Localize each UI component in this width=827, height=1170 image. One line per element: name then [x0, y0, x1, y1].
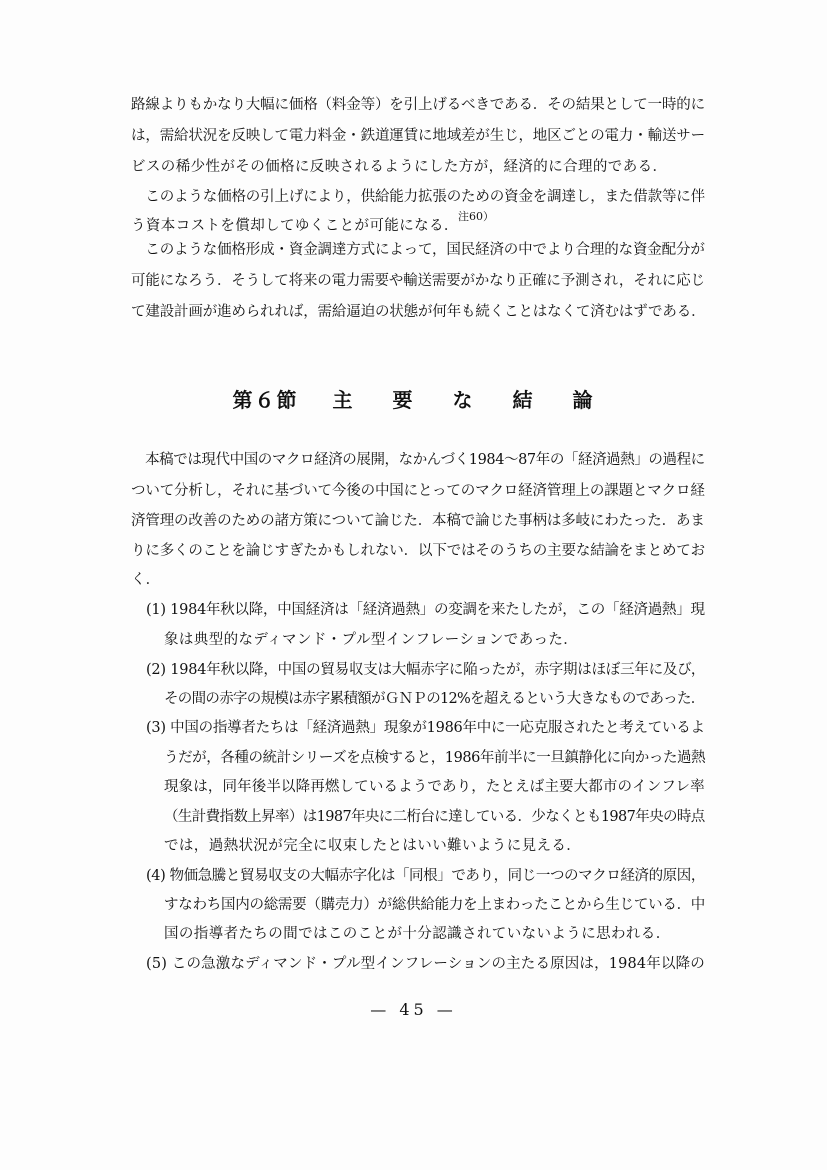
heading-char: 主 — [332, 388, 355, 412]
conclusion-item-2-cont: その間の赤字の規模は赤字累積額がＧＮＰの12%を超えるという大きなものであった． — [164, 691, 705, 707]
conclusion-item-3-cont: （生計費指数上昇率）は1987年央に二桁台に達している．少なくとも1987年央の時点 — [164, 809, 705, 825]
conclusion-item-3-cont: うだが，各種の統計シリーズを点検すると，1986年前半に一旦鎮静化に向かった過熱 — [164, 750, 706, 766]
text-line: 済管理の改善のための諸方策について論じた．本稿で論じた事柄は多岐にわたった．あま — [131, 513, 705, 529]
footnote-reference: 注60） — [458, 210, 494, 223]
conclusion-item-3-cont: 現象は，同年後半以降再燃しているようであり，たとえば主要大都市のインフレ率 — [164, 779, 705, 795]
text-line: 本稿では現代中国のマクロ経済の展開，なかんづく1984～87年の「経済過熱」の過程に — [131, 452, 705, 468]
heading-char: な — [452, 388, 475, 412]
text-line: 路線よりもかなり大幅に価格（料金等）を引上げるべきである．その結果として一時的に — [131, 97, 705, 113]
text-line: う資本コストを償却してゆくことが可能になる． — [131, 218, 459, 234]
text-line: て建設計画が進められれば，需給逼迫の状態が何年も続くことはなくて済むはずである． — [131, 304, 706, 320]
heading-char: 論 — [572, 388, 595, 412]
conclusion-item-1: (1) 1984年秋以降，中国経済は「経済過熱」の変調を来たしたが，この「経済過熱」現 — [146, 602, 705, 618]
conclusion-item-1-cont: 象は典型的なディマンド・プル型インフレーションであった． — [164, 632, 579, 648]
text-line: このような価格の引上げにより，供給能力拡張のための資金を調達し，また借款等に伴 — [131, 189, 705, 205]
heading-char: 要 — [392, 388, 415, 412]
conclusion-item-3: (3) 中国の指導者たちは「経済過熱」現象が1986年中に一応克服されたと考えているよ — [146, 720, 705, 736]
conclusion-item-4-cont: 国の指導者たちの間ではこのことが十分認識されていないように思われる． — [164, 926, 671, 942]
text-line: く． — [131, 572, 161, 588]
text-line: は，需給状況を反映して電力料金・鉄道運賃に地域差が生じ，地区ごとの電力・輸送サー — [131, 128, 705, 144]
text-line: このような価格形成・資金調達方式によって，国民経済の中でより合理的な資金配分が — [131, 242, 705, 258]
conclusion-item-2: (2) 1984年秋以降，中国の貿易収支は大幅赤字に陥ったが，赤字期はほぼ三年に及び， — [146, 662, 706, 678]
text-line: りに多くのことを論じすぎたかもしれない．以下ではそのうちの主要な結論をまとめてお — [131, 543, 705, 559]
text-line: 可能になろう．そうして将来の電力需要や輸送需要がかなり正確に予測され，それに応じ — [131, 273, 705, 289]
section-number: 第６節 — [232, 388, 299, 412]
page-number: — 45 — — [370, 1000, 457, 1019]
heading-char: 結 — [512, 388, 535, 412]
conclusion-item-5: (5) この急激なディマンド・プル型インフレーションの主たる原因は，1984年以降の — [146, 956, 705, 972]
conclusion-item-4: (4) 物価急騰と貿易収支の大幅赤字化は「同根」であり，同じ一つのマクロ経済的原因， — [146, 868, 705, 884]
text-line: ついて分析し，それに基づいて今後の中国にとってのマクロ経済管理上の課題とマクロ経 — [131, 483, 705, 499]
section-heading — [0, 384, 827, 413]
text-line: ビスの稀少性がその価格に反映されるようにした方が，経済的に合理的である． — [131, 159, 668, 175]
conclusion-item-3-cont: では，過熱状況が完全に収束したとはいい難いように見える． — [164, 838, 582, 854]
conclusion-item-4-cont: すなわち国内の総需要（購売力）が総供給能力を上まわったことから生じている．中 — [164, 897, 706, 913]
